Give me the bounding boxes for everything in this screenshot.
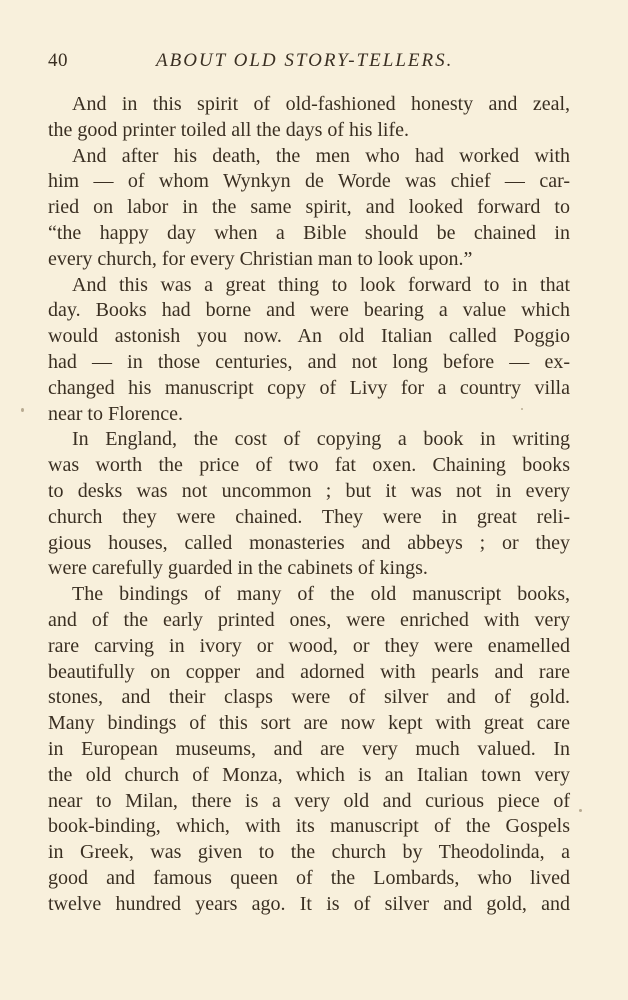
- text-line: ried on labor in the same spirit, and looked forward to: [48, 196, 570, 219]
- text-line: In England, the cost of copying a book in writing: [72, 428, 570, 451]
- body-text: [48, 92, 570, 918]
- text-line: were carefully guarded in the cabinets of kings.: [48, 557, 428, 580]
- text-line: the good printer toiled all the days of his life.: [48, 118, 410, 141]
- text-line: good and famous queen of the Lombards, who lived: [48, 866, 570, 889]
- text-line: book-binding, which, with its manuscript of the Gospels: [48, 815, 570, 838]
- text-line: changed his manuscript copy of Livy for a country villa: [48, 376, 570, 399]
- text-line: was worth the price of two fat oxen. Chaining books: [48, 454, 570, 477]
- text-line: And in this spirit of old-fashioned honesty and zeal,: [72, 93, 570, 115]
- paper-speck: [21, 408, 24, 412]
- text-line: day. Books had borne and were bearing a value which: [48, 299, 570, 322]
- text-line: near to Milan, there is a very old and curious piece of: [48, 789, 570, 812]
- text-line: And after his death, the men who had worked with: [72, 144, 570, 167]
- text-line: rare carving in ivory or wood, or they were enamelled: [48, 634, 570, 657]
- text-line: stones, and their clasps were of silver and of gold.: [48, 686, 570, 709]
- text-line: would astonish you now. An old Italian called Poggio: [48, 325, 570, 348]
- page-number: 40: [48, 50, 68, 71]
- text-line: Many bindings of this sort are now kept with great care: [48, 712, 570, 735]
- text-line: And this was a great thing to look forward to in that: [72, 273, 570, 296]
- text-line: beautifully on copper and adorned with pearls and rare: [48, 660, 570, 683]
- text-line: twelve hundred years ago. It is of silver and gold, and: [48, 892, 570, 915]
- text-line: The bindings of many of the old manuscript books,: [72, 583, 570, 606]
- text-line: and of the early printed ones, were enriched with very: [48, 608, 570, 631]
- text-line: church they were chained. They were in great reli-: [48, 505, 570, 528]
- text-line: had — in those centuries, and not long before — ex-: [48, 350, 570, 373]
- paper-speck: [521, 408, 523, 410]
- text-line: him — of whom Wynkyn de Worde was chief — car-: [48, 170, 570, 193]
- text-line: gious houses, called monasteries and abbeys ; or they: [48, 531, 570, 554]
- paper-speck: [579, 809, 582, 812]
- running-title: ABOUT OLD STORY-TELLERS.: [156, 50, 454, 71]
- text-line: to desks was not uncommon ; but it was not in every: [48, 479, 570, 502]
- text-line: the old church of Monza, which is an Italian town very: [48, 763, 570, 786]
- text-line: near to Florence.: [48, 402, 183, 425]
- text-line: “the happy day when a Bible should be chained in: [48, 221, 570, 244]
- text-line: in Greek, was given to the church by Theodolinda, a: [48, 841, 570, 864]
- running-head: [48, 49, 570, 73]
- text-line: every church, for every Christian man to look upon.”: [48, 247, 473, 270]
- text-line: in European museums, and are very much valued. In: [48, 737, 570, 760]
